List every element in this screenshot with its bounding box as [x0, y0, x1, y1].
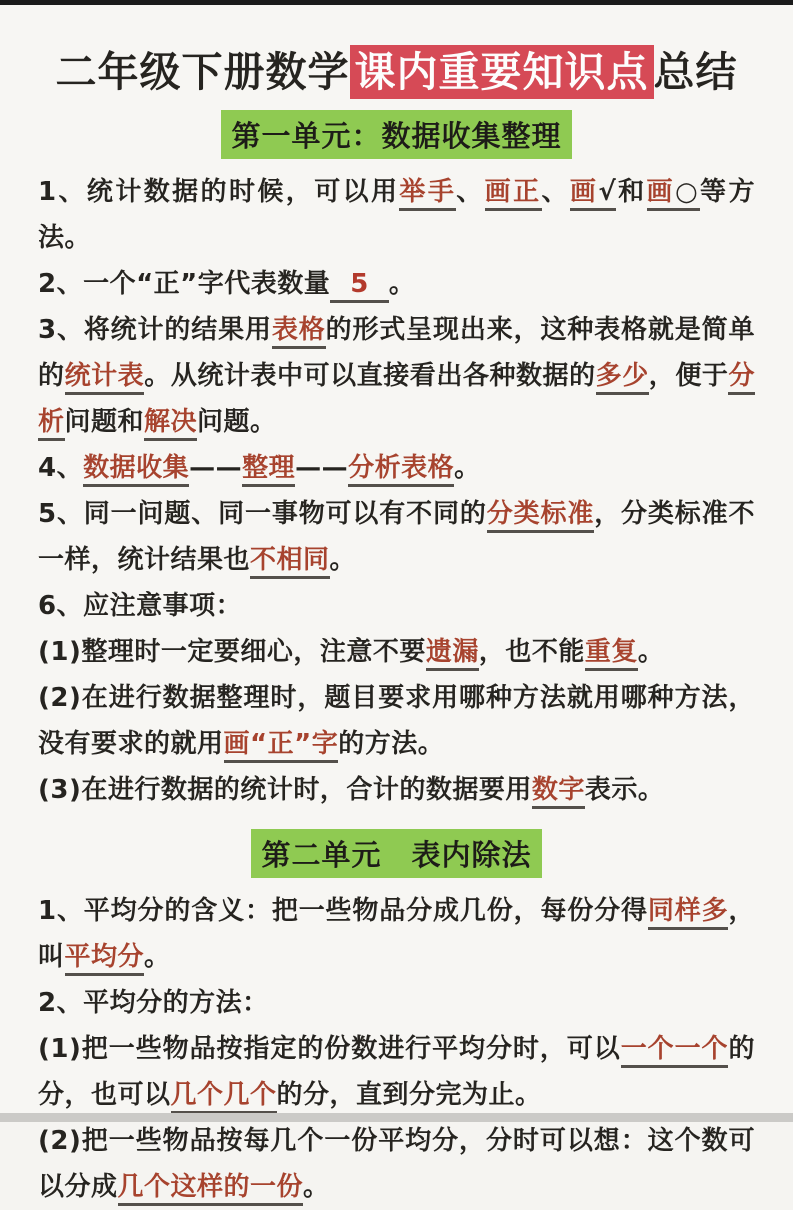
- knowledge-point-u1-2: [38, 261, 755, 307]
- text-run: 。从统计表中可以直接看出各种数据的: [144, 361, 596, 392]
- text-run: 、: [541, 177, 570, 208]
- text-run: ，也不能: [478, 637, 585, 668]
- text-run: 2、一个“正”字代表数量: [38, 269, 331, 300]
- text-run: 问题。: [197, 407, 277, 438]
- key-term: 数字: [532, 775, 585, 809]
- unit2-content: [38, 888, 755, 1210]
- text-run: 。: [303, 1172, 330, 1203]
- knowledge-point-u2-1: [38, 888, 755, 980]
- text-run: 的分，直到分完为止。: [276, 1080, 542, 1111]
- knowledge-point-u1-6-3: [38, 767, 755, 813]
- text-run: 2、平均分的方法：: [38, 988, 269, 1019]
- key-term: 解决: [144, 407, 197, 441]
- key-term: 数据收集: [83, 453, 189, 487]
- text-run: 1、平均分的含义：把一些物品分成几份，每份分得: [38, 896, 648, 927]
- text-run: 4、: [38, 453, 84, 484]
- text-run: ，便于: [648, 361, 729, 392]
- title-suffix: 总结: [653, 48, 738, 96]
- key-term: 画: [570, 177, 598, 211]
- key-term: 分析: [38, 361, 755, 441]
- title-prefix: 二年级下册数学: [55, 48, 350, 96]
- text-run: 的形式呈现出来，这种表格就是简单的: [38, 315, 755, 392]
- text-run: ——: [189, 453, 243, 484]
- text-run: 问题和: [64, 407, 145, 438]
- text-run: 的方法。: [338, 729, 445, 760]
- key-term: 举手: [399, 177, 456, 211]
- knowledge-point-u1-6: [38, 583, 755, 629]
- text-run: ——: [295, 453, 349, 484]
- text-run: 5、同一问题、同一事物可以有不同的: [38, 499, 487, 530]
- text-run: 。: [454, 453, 481, 484]
- key-term: 平均分: [65, 942, 145, 976]
- knowledge-point-u1-3: [38, 307, 755, 445]
- text-run: 3、将统计的结果用: [38, 315, 272, 346]
- text-run: 。: [329, 545, 357, 576]
- key-term: 分类标准: [487, 499, 594, 533]
- text-run: (1)把一些物品按指定的份数进行平均分时，可以: [38, 1034, 621, 1065]
- text-run: 。: [388, 269, 416, 300]
- knowledge-point-u2-2: [38, 980, 755, 1026]
- key-term: 遗漏: [426, 637, 479, 671]
- text-run: ，分类标准不一样，统计结果也: [38, 499, 755, 576]
- text-run: (1)整理时一定要细心，注意不要: [38, 637, 426, 668]
- key-term: 画: [647, 177, 675, 211]
- title-highlight: 课内重要知识点: [350, 45, 654, 99]
- document-page: [0, 5, 793, 1203]
- text-run: 的分，也可以: [38, 1034, 755, 1111]
- text-run: 等方法。: [38, 177, 755, 254]
- key-term: ○: [675, 177, 700, 211]
- key-term: 不相同: [250, 545, 330, 579]
- text-run: 、: [456, 177, 485, 208]
- text-run: 6、应注意事项：: [38, 591, 243, 622]
- page-title: [38, 47, 755, 98]
- key-term: 表格: [272, 315, 326, 349]
- knowledge-point-u1-1: [38, 169, 755, 261]
- text-run: 表示。: [584, 775, 665, 806]
- photo-edge-bottom: [0, 1113, 793, 1122]
- key-term: 画正: [485, 177, 542, 211]
- knowledge-point-u1-4: [38, 445, 755, 491]
- knowledge-point-u2-2-1: [38, 1026, 755, 1118]
- key-term: 几个这样的一份: [118, 1172, 304, 1206]
- key-term: 统计表: [65, 361, 145, 395]
- text-run: ，叫: [38, 896, 755, 973]
- key-term: 整理: [242, 453, 295, 487]
- unit1-content: [38, 169, 755, 813]
- text-run: 和: [616, 177, 647, 208]
- key-term: 5: [330, 269, 389, 303]
- section-heading-unit2: 第二单元 表内除法: [251, 829, 541, 878]
- key-term: √: [598, 177, 616, 211]
- knowledge-point-u1-5: [38, 491, 755, 583]
- key-term: 多少: [596, 361, 649, 395]
- key-term: 一个一个: [621, 1034, 729, 1068]
- text-run: 。: [637, 637, 665, 668]
- text-run: 1、统计数据的时候，可以用: [38, 177, 400, 208]
- text-run: (2)在进行数据整理时，题目要求用哪种方法就用哪种方法，没有要求的就用: [38, 683, 755, 760]
- key-term: 几个几个: [171, 1080, 277, 1114]
- text-run: (2)把一些物品按每几个一份平均分，分时可以想：这个数可以分成: [38, 1126, 755, 1203]
- knowledge-point-u1-6-2: [38, 675, 755, 767]
- key-term: 重复: [585, 637, 638, 671]
- text-run: 。: [144, 942, 171, 973]
- key-term: 分析表格: [348, 453, 454, 487]
- section-heading-unit1: 第一单元：数据收集整理: [221, 110, 571, 159]
- knowledge-point-u2-2-2: [38, 1118, 755, 1210]
- text-run: (3)在进行数据的统计时，合计的数据要用: [38, 775, 532, 806]
- key-term: 同样多: [648, 896, 729, 930]
- key-term: 画“正”字: [224, 729, 339, 763]
- knowledge-point-u1-6-1: [38, 629, 755, 675]
